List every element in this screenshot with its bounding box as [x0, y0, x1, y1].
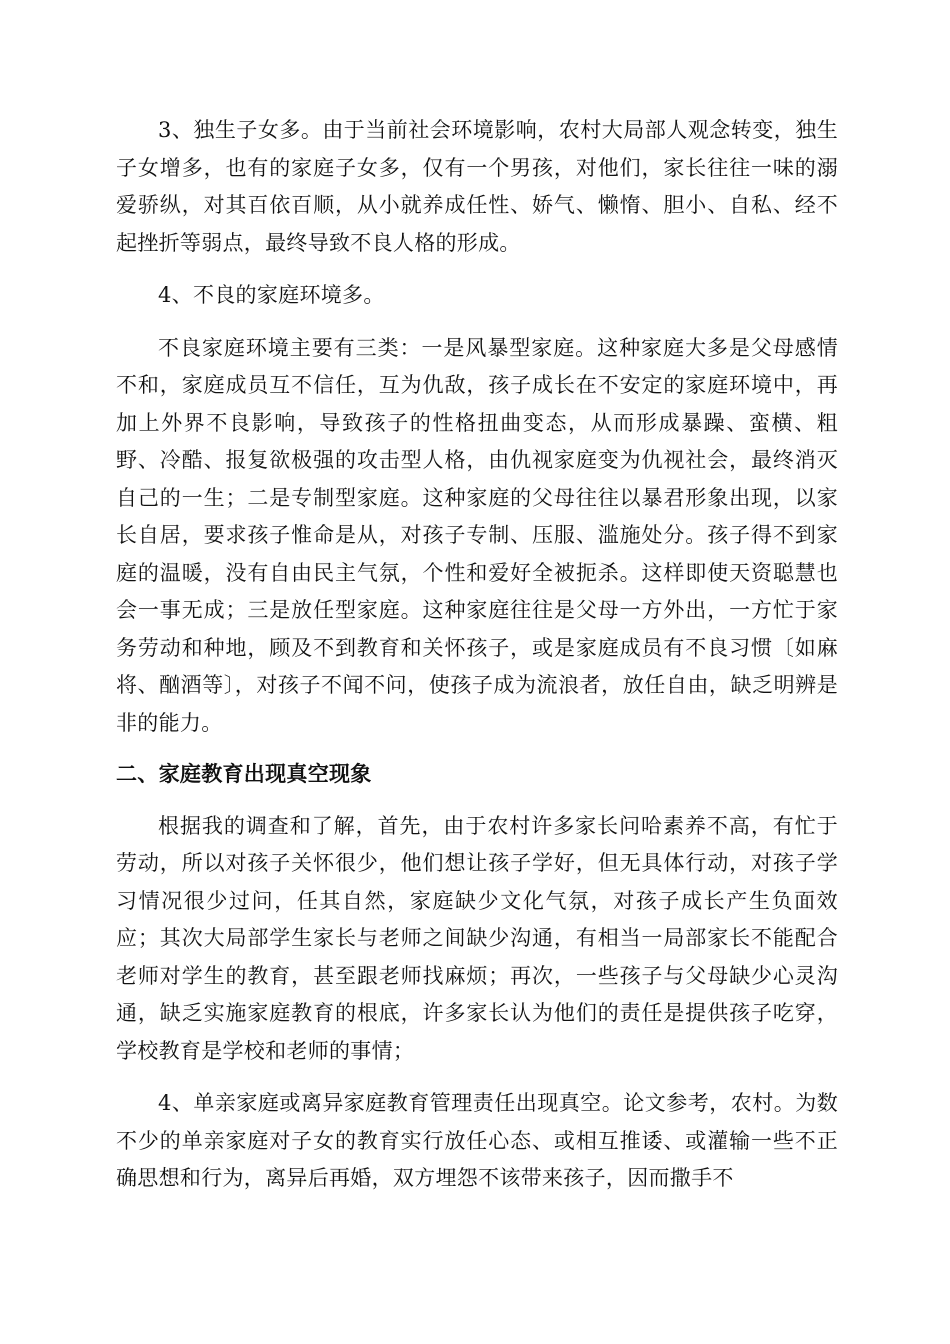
paragraph-three-family-types: 不良家庭环境主要有三类：一是风暴型家庭。这种家庭大多是父母感情不和，家庭成员互不信任，互为仇敌，孩子成长在不安定的家庭环境中，再加上外界不良影响，导致孩子的性格扭曲变态，从而形成暴躁、蛮横、粗野、冷酷、报复欲极强的攻击型人格，由仇视家庭变为仇视社会，最终消灭自己的一生；二是专制型家庭。这种家庭的父母往往以暴君形象出现，以家长自居，要求孩子惟命是从，对孩子专制、压服、滥施处分。孩子得不到家庭的温暖，没有自由民主气氛，个性和爱好全被扼杀。这样即使天资聪慧也会一事无成；三是放任型家庭。这种家庭往往是父母一方外出，一方忙于家务劳动和种地，顾及不到教育和关怀孩子，或是家庭成员有不良习惯〔如麻将、酗酒等〕，对孩子不闻不问，使孩子成为流浪者，放任自由，缺乏明辨是非的能力。	[116, 335, 838, 735]
paragraph-only-child: 3、独生子女多。由于当前社会环境影响，农村大局部人观念转变，独生子女增多，也有的家庭子女多，仅有一个男孩，对他们，家长往往一味的溺爱骄纵，对其百依百顺，从小就养成任性、娇气、懒惰、胆小、自私、经不起挫折等弱点，最终导致不良人格的形成。	[116, 118, 838, 255]
paragraph-survey-findings: 根据我的调查和了解，首先，由于农村许多家长问哈素养不高，有忙于劳动，所以对孩子关怀很少，他们想让孩子学好，但无具体行动，对孩子学习情况很少过问，任其自然，家庭缺少文化气氛，对孩子成长产生负面效应；其次大局部学生家长与老师之间缺少沟通，有相当一局部家长不能配合老师对学生的教育，甚至跟老师找麻烦；再次，一些孩子与父母缺少心灵沟通，缺乏实施家庭教育的根底，许多家长认为他们的责任是提供孩子吃穿，学校教育是学校和老师的事情；	[116, 813, 838, 1063]
paragraph-bad-family-environment: 4、不良的家庭环境多。	[158, 283, 385, 307]
paragraph-single-parent: 4、单亲家庭或离异家庭教育管理责任出现真空。论文参考，农村。为数不少的单亲家庭对子女的教育实行放任心态、或相互推诿、或灌输一些不正确思想和行为，离异后再婚，双方埋怨不该带来孩子，因而撒手不	[116, 1091, 838, 1190]
document-page	[116, 112, 838, 1198]
section-heading: 二、家庭教育出现真空现象	[116, 762, 372, 786]
